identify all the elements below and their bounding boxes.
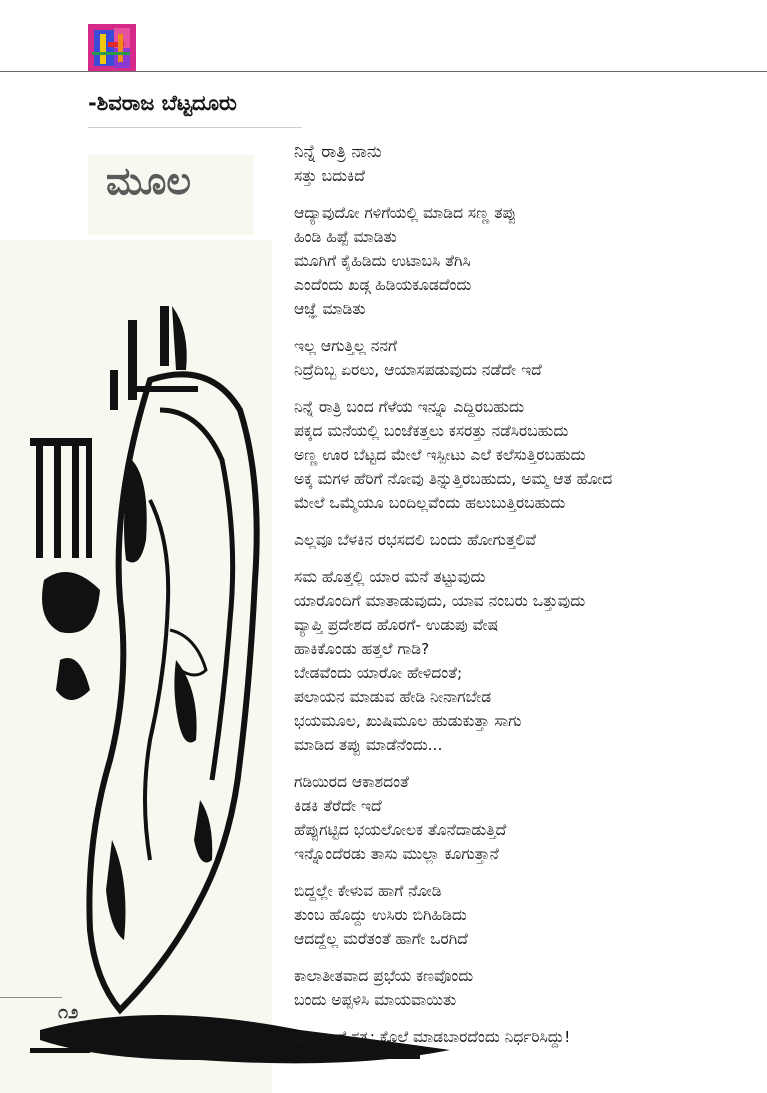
poem-line: ಎಲ್ಲವೂ ಬೆಳಕಿನ ರಭಸದಲಿ ಬಂದು ಹೋಗುತ್ತಲಿವೆ [294,531,536,549]
poem-stanza [294,964,754,1012]
poem-line: ಯಾರೊಂದಿಗೆ ಮಾತಾಡುವುದು, ಯಾವ ನಂಬರು ಒತ್ತುವುದು [294,592,586,610]
poem-line: ಮಾಡಿದ ತಪ್ಪು ಮಾಡೆನೆಂದು... [294,736,443,754]
poem-line: ಹಾಕಿಕೊಂಡು ಹತ್ತಲೆ ಗಾಡಿ? [294,640,430,658]
poem-stanza [294,334,754,382]
author-underline [88,127,302,128]
poem-stanza [294,395,754,515]
poem-line: ಆದ್ಯಾವುದೋ ಗಳಿಗೆಯಲ್ಲಿ ಮಾಡಿದ ಸಣ್ಣ ತಪ್ಪು [294,204,517,222]
poem-line: ಗಡಿಯಿರದ ಆಕಾಶದಂತೆ [294,773,409,791]
poem-line: ಪಕ್ಕದ ಮನೆಯಲ್ಲಿ ಬಂಜೆಕತ್ತಲು ಕಸರತ್ತು ನಡೆಸಿರಬಹುದು [294,422,569,440]
poem-body [294,140,754,1062]
poem-line: ಬೇಡವೆಂದು ಯಾರೋ ಹೇಳಿದಂತೆ; [294,664,463,682]
poem-line: ತುಂಬ ಹೊದ್ದು ಉಸಿರು ಬಿಗಿಹಿಡಿದು [294,906,467,924]
poem-line: ವ್ಯಾಪ್ತಿ ಪ್ರದೇಶದ ಹೊರಗೆ- ಉಡುಪು ವೇಷ [294,616,499,634]
poem-title: ಮೂಲ [106,159,192,203]
author-name: -ಶಿವರಾಜ ಬೆಟ್ಟದೂರು [88,91,237,115]
footer-rule [0,997,62,998]
title-box [88,155,254,235]
page-number: ೧೨ [58,1002,79,1023]
poem-line: ಆಜ್ಞೆ ಮಾಡಿತು [294,300,366,318]
magazine-logo-icon [88,24,136,72]
poem-line: ಅಕ್ಕ ಮಗಳ ಹೆರಿಗೆ ನೋವು ತಿನ್ನುತ್ತಿರಬಹುದು, ಅಮ್ಮ ಆತ ಹೋದ [294,470,613,488]
poem-stanza [294,201,754,321]
poem-stanza [294,1025,754,1049]
poem-line: ಪಲಾಯನ ಮಾಡುವ ಹೇಡಿ ನೀನಾಗಬೇಡ [294,688,492,706]
poem-line: ಇನ್ನೊಂದೆರಡು ತಾಸು ಮುಲ್ಲಾ ಕೂಗುತ್ತಾನೆ [294,845,499,863]
poem-line: ಭಯಮೂಲ, ಖುಷಿಮೂಲ ಹುಡುಕುತ್ತಾ ಸಾಗು [294,712,522,730]
poem-stanza [294,879,754,951]
poem-stanza [294,528,754,552]
poem-line: ಮೂಗಿಗೆ ಕೈಹಿಡಿದು ಉಟಾಬಸಿ ತೆಗಿಸಿ [294,252,471,270]
poem-line: ನಿದ್ರೆದಿಬ್ಬ ಏರಲು, ಆಯಾಸಪಡುವುದು ನಡೆದೇ ಇದೆ [294,361,542,379]
poem-line: ಮೇಲೆ ಒಮ್ಮೆಯೂ ಬಂದಿಲ್ಲವೆಂದು ಹಲುಬುತ್ತಿರಬಹುದು [294,494,566,512]
poem-line: ಎಂದೆಂದು ಖಡ್ಗ ಹಿಡಿಯಕೂಡದೆಂದು [294,276,472,294]
poem-line: ಇಲ್ಲ ಆಗುತ್ತಿಲ್ಲ ನನಗೆ [294,337,398,355]
poem-line: ಕಿಡಕಿ ತೆರೆದೇ ಇದೆ [294,797,382,815]
poem-stanza [294,770,754,866]
poem-stanza [294,565,754,757]
poem-line: ಬಿದ್ದಲ್ಲೇ ಕೇಳುವ ಹಾಗೆ ನೋಡಿ [294,882,442,900]
header-rule [0,71,767,72]
poem-line: ಹೆಪ್ಪುಗಟ್ಟಿದ ಭಯಲೋಲಕ ತೊನೆದಾಡುತ್ತಿದೆ [294,821,507,839]
poem-line: ಬೆಳಕಿನಾಣೆ ಸತ್ಯ: ಕೊಲೆ ಮಾಡಬಾರದೆಂದು ನಿರ್ಧರಿಸಿದ್ದು! [294,1028,571,1046]
poem-line: ಬಂದು ಅಪ್ಪಳಿಸಿ ಮಾಯವಾಯಿತು [294,991,457,1009]
poem-stanza [294,140,754,188]
poem-line: ನಿನ್ನೆ ರಾತ್ರಿ ಬಂದ ಗೆಳೆಯ ಇನ್ನೂ ಎದ್ದಿರಬಹುದು [294,398,524,416]
poem-line: ಸಮ ಹೊತ್ತಲ್ಲಿ ಯಾರ ಮನೆ ತಟ್ಟುವುದು [294,568,486,586]
poem-line: ಕಾಲಾತೀತವಾದ ಪ್ರಭೆಯ ಕಣವೊಂದು [294,967,474,985]
poem-line: ಆದದ್ದೆಲ್ಲ ಮರೆತಂತೆ ಹಾಗೇ ಒರಗಿದೆ [294,930,468,948]
poem-line: ಹಿಂಡಿ ಹಿಪ್ಪೆ ಮಾಡಿತು [294,228,397,246]
poem-line: ಅಣ್ಣ ಊರ ಬೆಟ್ಟದ ಮೇಲೆ ಇಸ್ಪೀಟು ಎಲೆ ಕಲೆಸುತ್ತಿರಬಹುದು [294,446,586,464]
poem-line: ಸತ್ತು ಬದುಕಿದೆ [294,167,365,185]
poem-line: ನಿನ್ನೆ ರಾತ್ರಿ ನಾನು [294,142,382,162]
